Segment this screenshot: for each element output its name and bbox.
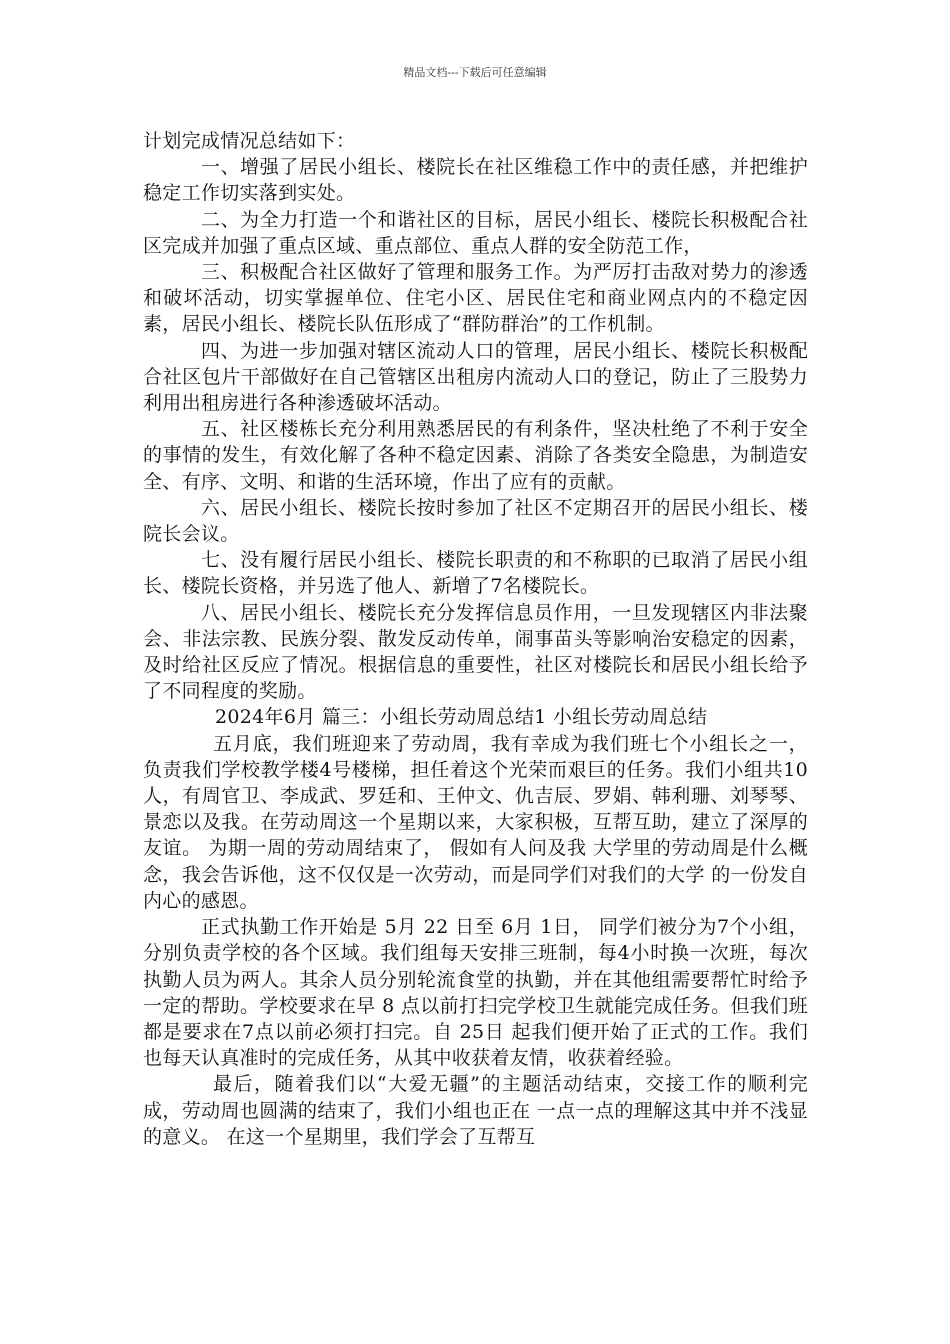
paragraph-labor-week-3: 最后，随着我们以“大爱无疆”的主题活动结束，交接工作的顺利完成，劳动周也圆满的结束了，我们小组也正在 一点一点的理解这其中并不浅显的意义。 在这一个星期里，我们学会了互帮互 [143, 1073, 808, 1148]
paragraph-item-1: 一、增强了居民小组长、楼院长在社区维稳工作中的责任感，并把维护稳定工作切实落到实处。 [143, 156, 808, 205]
paragraph-item-5: 五、社区楼栋长充分利用熟悉居民的有利条件，坚决杜绝了不利于安全的事情的发生，有效化解了各种不稳定因素、消除了各类安全隐患，为制造安全、有序、文明、和谐的生活环境，作出了应有的贡献。 [143, 418, 808, 493]
paragraph-labor-week-1: 五月底，我们班迎来了劳动周，我有幸成为我们班七个小组长之一，负责我们学校教学楼4号楼梯，担任着这个光荣而艰巨的任务。我们小组共10人，有周官卫、李成武、罗廷和、王仲文、仇吉辰、罗娟、韩利珊、刘琴琴、景恋以及我。在劳动周这一个星期以来，大家积极，互帮互助，建立了深厚的友谊。 为期一周的劳动周结束了， 假如有人问及我 大学里的劳动周是什么概念，我会告诉他，这不仅仅是一次劳动，而是同学们对我们的大学 的一份发自内心的感恩。 [143, 732, 808, 912]
paragraph-intro: 计划完成情况总结如下： [143, 130, 356, 152]
paragraph-labor-week-2: 正式执勤工作开始是 5月 22 日至 6月 1日， 同学们被分为7个小组，分别负责学校的各个区域。我们组每天安排三班制，每4小时换一次班，每次执勤人员为两人。其余人员分别轮流食堂的执勤，并在其他组需要帮忙时给予一定的帮助。学校要求在早 8 点以前打扫完学校卫生就能完成任务。但我们班都是要求在7点以前必须打扫完。自 25日 起我们便开始了正式的工作。我们也每天认真准时的完成任务，从其中收获着友情，收获着经验。 [143, 916, 808, 1070]
section-heading-line: 2024年6月 篇三：小组长劳动周总结1 小组长劳动周总结 [215, 706, 708, 729]
paragraph-item-8: 八、居民小组长、楼院长充分发挥信息员作用，一旦发现辖区内非法聚会、非法宗教、民族分裂、散发反动传单，闹事苗头等影响治安稳定的因素，及时给社区反应了情况。根据信息的重要性，社区对楼院长和居民小组长给予了不同程度的奖励。 [143, 601, 808, 703]
paragraph-item-6: 六、居民小组长、楼院长按时参加了社区不定期召开的居民小组长、楼院长会议。 [143, 496, 808, 546]
document-body [143, 128, 808, 1150]
paragraph-item-3: 三、积极配合社区做好了管理和服务工作。为严厉打击敌对势力的渗透和破坏活动，切实掌握单位、住宅小区、居民住宅和商业网点内的不稳定因素，居民小组长、楼院长队伍形成了“群防群治”的工作机制。 [143, 261, 808, 336]
paragraph-item-2: 二、为全力打造一个和谐社区的目标，居民小组长、楼院长积极配合社区完成并加强了重点区域、重点部位、重点人群的安全防范工作， [143, 208, 808, 257]
paragraph-item-4: 四、为进一步加强对辖区流动人口的管理，居民小组长、楼院长积极配合社区包片干部做好在自己管辖区出租房内流动人口的登记，防止了三股势力利用出租房进行各种渗透破坏活动。 [143, 339, 808, 415]
page-header: 精品文档---下载后可任意编辑 [403, 66, 547, 79]
paragraph-item-7: 七、没有履行居民小组长、楼院长职责的和不称职的已取消了居民小组长、楼院长资格，并另选了他人、新增了7名楼院长。 [143, 549, 808, 598]
